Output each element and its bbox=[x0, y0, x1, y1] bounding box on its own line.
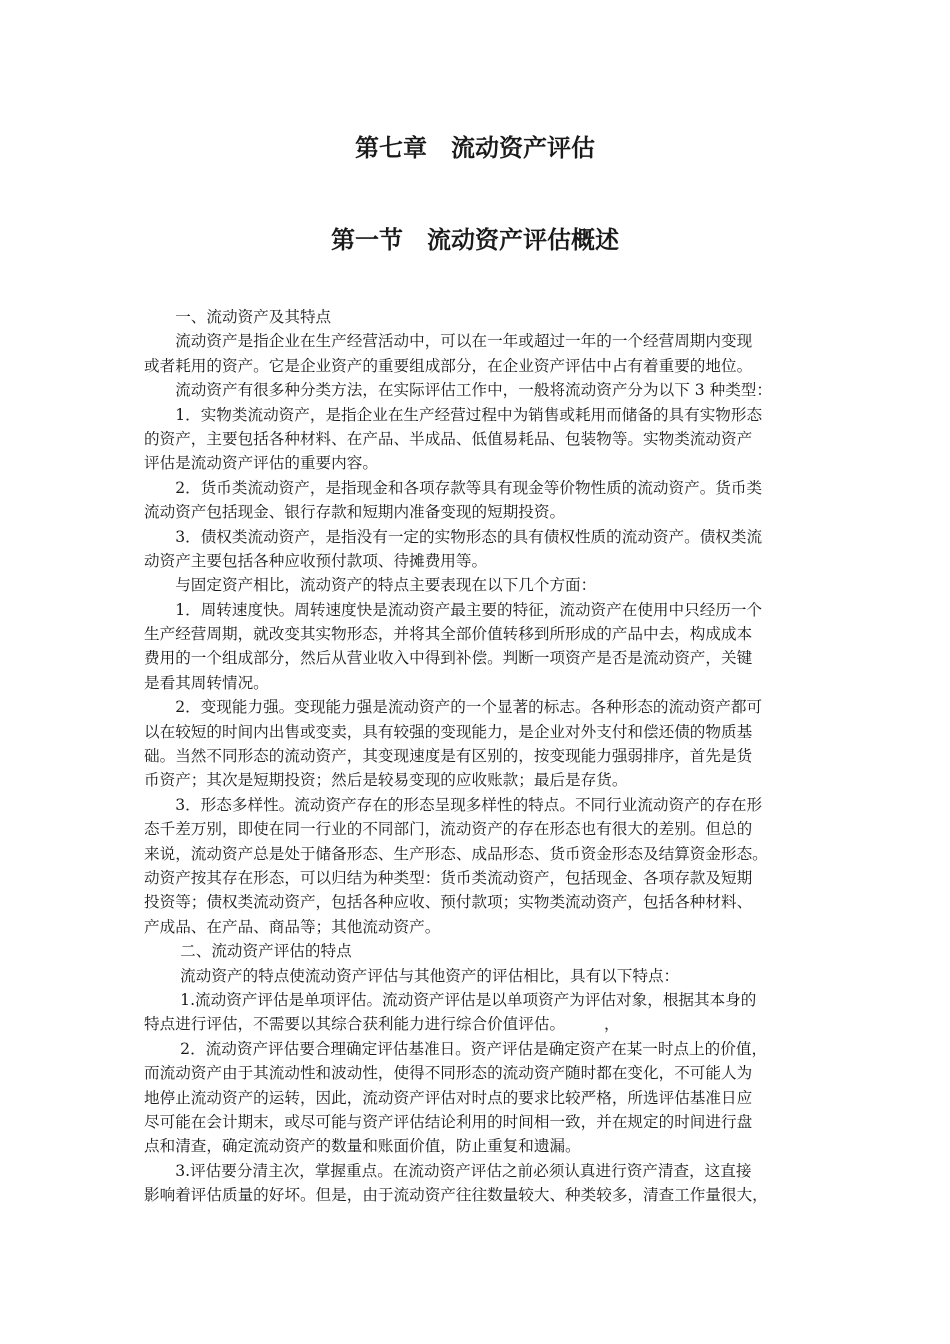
text-line: 础。当然不同形态的流动资产，其变现速度是有区别的，按变现能力强弱排序，首先是货 bbox=[144, 747, 753, 766]
text-line: 币资产；其次是短期投资；然后是较易变现的应收账款；最后是存货。 bbox=[144, 771, 628, 790]
chapter-title: 第七章 流动资产评估 bbox=[355, 134, 595, 162]
text-line: 地停止流动资产的运转，因此，流动资产评估对时点的要求比较严格，所选评估基准日应 bbox=[144, 1088, 753, 1107]
text-line: 3．债权类流动资产，是指没有一定的实物形态的具有债权性质的流动资产。债权类流 bbox=[144, 527, 763, 546]
text-line: 尽可能在会计期末，或尽可能与资产评估结论利用的时间相一致，并在规定的时间进行盘 bbox=[144, 1112, 753, 1131]
text-line: 流动资产有很多种分类方法，在实际评估工作中，一般将流动资产分为以下 3 种类型： bbox=[144, 381, 772, 400]
text-line: 特点进行评估，不需要以其综合获利能力进行综合价值评估。 ， bbox=[144, 1015, 620, 1034]
text-line: 2．变现能力强。变现能力强是流动资产的一个显著的标志。各种形态的流动资产都可 bbox=[144, 698, 763, 717]
text-line: 流动资产的特点使流动资产评估与其他资产的评估相比，具有以下特点： bbox=[144, 966, 680, 985]
text-line: 动资产主要包括各种应收预付款项、待摊费用等。 bbox=[144, 551, 488, 570]
heading-characteristics: 一、流动资产及其特点 bbox=[144, 308, 332, 326]
heading-evaluation-features: 二、流动资产评估的特点 bbox=[144, 942, 352, 961]
text-line: 1．实物类流动资产，是指企业在生产经营过程中为销售或耗用而储备的具有实物形态 bbox=[144, 405, 763, 424]
body-text bbox=[144, 305, 816, 1207]
text-line: 影响着评估质量的好坏。但是，由于流动资产往往数量较大、种类较多，清查工作量很大， bbox=[144, 1186, 768, 1205]
text-line: 1.流动资产评估是单项评估。流动资产评估是以单项资产为评估对象，根据其本身的 bbox=[144, 990, 757, 1009]
text-line: 是看其周转情况。 bbox=[144, 673, 269, 692]
text-line: 3．形态多样性。流动资产存在的形态呈现多样性的特点。不同行业流动资产的存在形 bbox=[144, 795, 763, 814]
section-title: 第一节 流动资产评估概述 bbox=[331, 226, 619, 254]
text-line: 生产经营周期，就改变其实物形态，并将其全部价值转移到所形成的产品中去，构成成本 bbox=[144, 625, 753, 644]
text-line: 态千差万别，即使在同一行业的不同部门，流动资产的存在形态也有很大的差别。但总的 bbox=[144, 820, 753, 839]
text-line: 1．周转速度快。周转速度快是流动资产最主要的特征，流动资产在使用中只经历一个 bbox=[144, 600, 763, 619]
text-line: 或者耗用的资产。它是企业资产的重要组成部分，在企业资产评估中占有着重要的地位。 bbox=[144, 356, 753, 375]
text-line: 的资产，主要包括各种材料、在产品、半成品、低值易耗品、包装物等。实物类流动资产 bbox=[144, 429, 753, 448]
text-line: 流动资产包括现金、银行存款和短期内准备变现的短期投资。 bbox=[144, 503, 566, 522]
text-line: 点和清查，确定流动资产的数量和账面价值，防止重复和遗漏。 bbox=[144, 1137, 581, 1156]
text-line: 来说，流动资产总是处于储备形态、生产形态、成品形态、货币资金形态及结算资金形态。 bbox=[144, 844, 768, 863]
text-line: 评估是流动资产评估的重要内容。 bbox=[144, 454, 378, 473]
text-line: 3.评估要分清主次，掌握重点。在流动资产评估之前必须认真进行资产清查，这直接 bbox=[144, 1161, 752, 1180]
text-line: 2．流动资产评估要合理确定评估基准日。资产评估是确定资产在某一时点上的价值， bbox=[144, 1039, 768, 1058]
text-line: 与固定资产相比，流动资产的特点主要表现在以下几个方面： bbox=[144, 576, 597, 595]
text-line: 流动资产是指企业在生产经营活动中，可以在一年或超过一年的一个经营周期内变现 bbox=[144, 332, 753, 351]
text-line: 以在较短的时间内出售或变卖，具有较强的变现能力，是企业对外支付和偿还债的物质基 bbox=[144, 722, 753, 741]
text-line: 投资等；债权类流动资产，包括各种应收、预付款项；实物类流动资产，包括各种材料、 bbox=[144, 893, 753, 912]
text-line: 费用的一个组成部分，然后从营业收入中得到补偿。判断一项资产是否是流动资产，关键 bbox=[144, 649, 753, 668]
text-line: 产成品、在产品、商品等；其他流动资产。 bbox=[144, 917, 441, 936]
text-line: 2．货币类流动资产，是指现金和各项存款等具有现金等价物性质的流动资产。货币类 bbox=[144, 478, 763, 497]
text-line: 而流动资产由于其流动性和波动性，使得不同形态的流动资产随时都在变化，不可能人为 bbox=[144, 1064, 753, 1083]
text-line: 动资产按其存在形态，可以归结为种类型：货币类流动资产，包括现金、各项存款及短期 bbox=[144, 868, 753, 887]
